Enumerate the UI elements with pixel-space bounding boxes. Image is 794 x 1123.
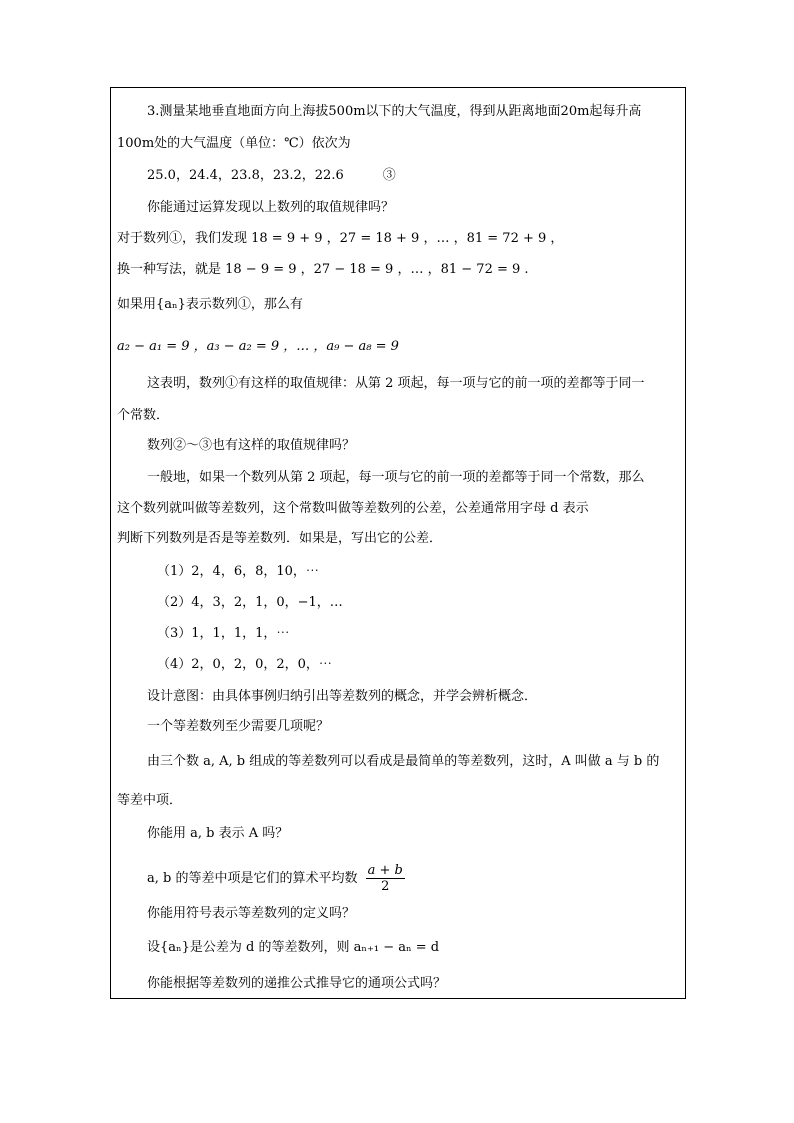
formula-line: a₂ − a₁ = 9 ，a₃ − a₂ = 9 ，… ，a₉ − a₈ = 9	[117, 339, 399, 354]
sequence-item-4: （4）2，0，2，0，2，0，⋯	[157, 657, 332, 672]
text-line-6: 换一种写法，就是 18 − 9 = 9 ，27 − 18 = 9 ，… ，81 − 72 = 9 .	[117, 262, 529, 277]
fraction-numerator: a + b	[367, 863, 403, 878]
fraction	[366, 863, 405, 894]
sequence-item-1: （1）2，4，6，8，10，⋯	[157, 564, 319, 579]
text-line-21: 由三个数 a, A, b 组成的等差数列可以看成是最简单的等差数列，这时，A 叫做 a 与 b 的	[147, 754, 660, 769]
text-line-19: 设计意图：由具体事例归纳引出等差数列的概念，并学会辨析概念．	[147, 689, 538, 704]
text-line-25: 你能用符号表示等差数列的定义吗？	[147, 906, 356, 921]
fraction-denominator: 2	[381, 879, 390, 894]
text-line-1: 3.测量某地垂直地面方向上海拔500m以下的大气温度，得到从距离地面20m起每升高	[147, 104, 642, 119]
document-table-cell	[110, 87, 686, 999]
text-line-14: 判断下列数列是否是等差数列．如果是，写出它的公差．	[117, 531, 443, 546]
mean-text: a, b 的等差中项是它们的算术平均数	[147, 871, 358, 886]
sequence-item-3: （3）1，1，1，1，⋯	[157, 626, 290, 641]
text-line-13: 这个数列就叫做等差数列，这个常数叫做等差数列的公差，公差通常用字母 d 表示	[117, 501, 589, 516]
text-line-10: 个常数．	[117, 408, 170, 423]
text-line-23: 你能用 a, b 表示 A 吗？	[147, 826, 289, 841]
text-line-20: 一个等差数列至少需要几项呢？	[147, 719, 330, 734]
text-line-27: 你能根据等差数列的递推公式推导它的通项公式吗？	[147, 976, 447, 991]
text-line-22: 等差中项．	[117, 793, 183, 808]
text-line-5: 对于数列①，我们发现 18 = 9 + 9 ，27 = 18 + 9 ，… ，81 = 72 + 9 ，	[117, 231, 564, 246]
text-line-9: 这表明，数列①有这样的取值规律：从第 2 项起，每一项与它的前一项的差都等于同一	[147, 376, 645, 391]
text-line-2: 100m处的大气温度（单位：℃）依次为	[117, 136, 351, 151]
text-line-4: 你能通过运算发现以上数列的取值规律吗？	[147, 200, 395, 215]
text-line-26: 设{aₙ}是公差为 d 的等差数列，则 aₙ₊₁ − aₙ = d	[147, 940, 440, 955]
text-line-11: 数列②～③也有这样的取值规律吗？	[147, 438, 356, 453]
text-line-7: 如果用{aₙ}表示数列①，那么有	[117, 297, 303, 312]
text-line-24	[147, 863, 681, 894]
text-line-12: 一般地，如果一个数列从第 2 项起，每一项与它的前一项的差都等于同一个常数，那么	[147, 470, 645, 485]
sequence-item-2: （2）4，3，2，1，0，−1，…	[157, 595, 343, 610]
text-line-3: 25.0，24.4，23.8，23.2，22.6 ③	[147, 168, 396, 183]
